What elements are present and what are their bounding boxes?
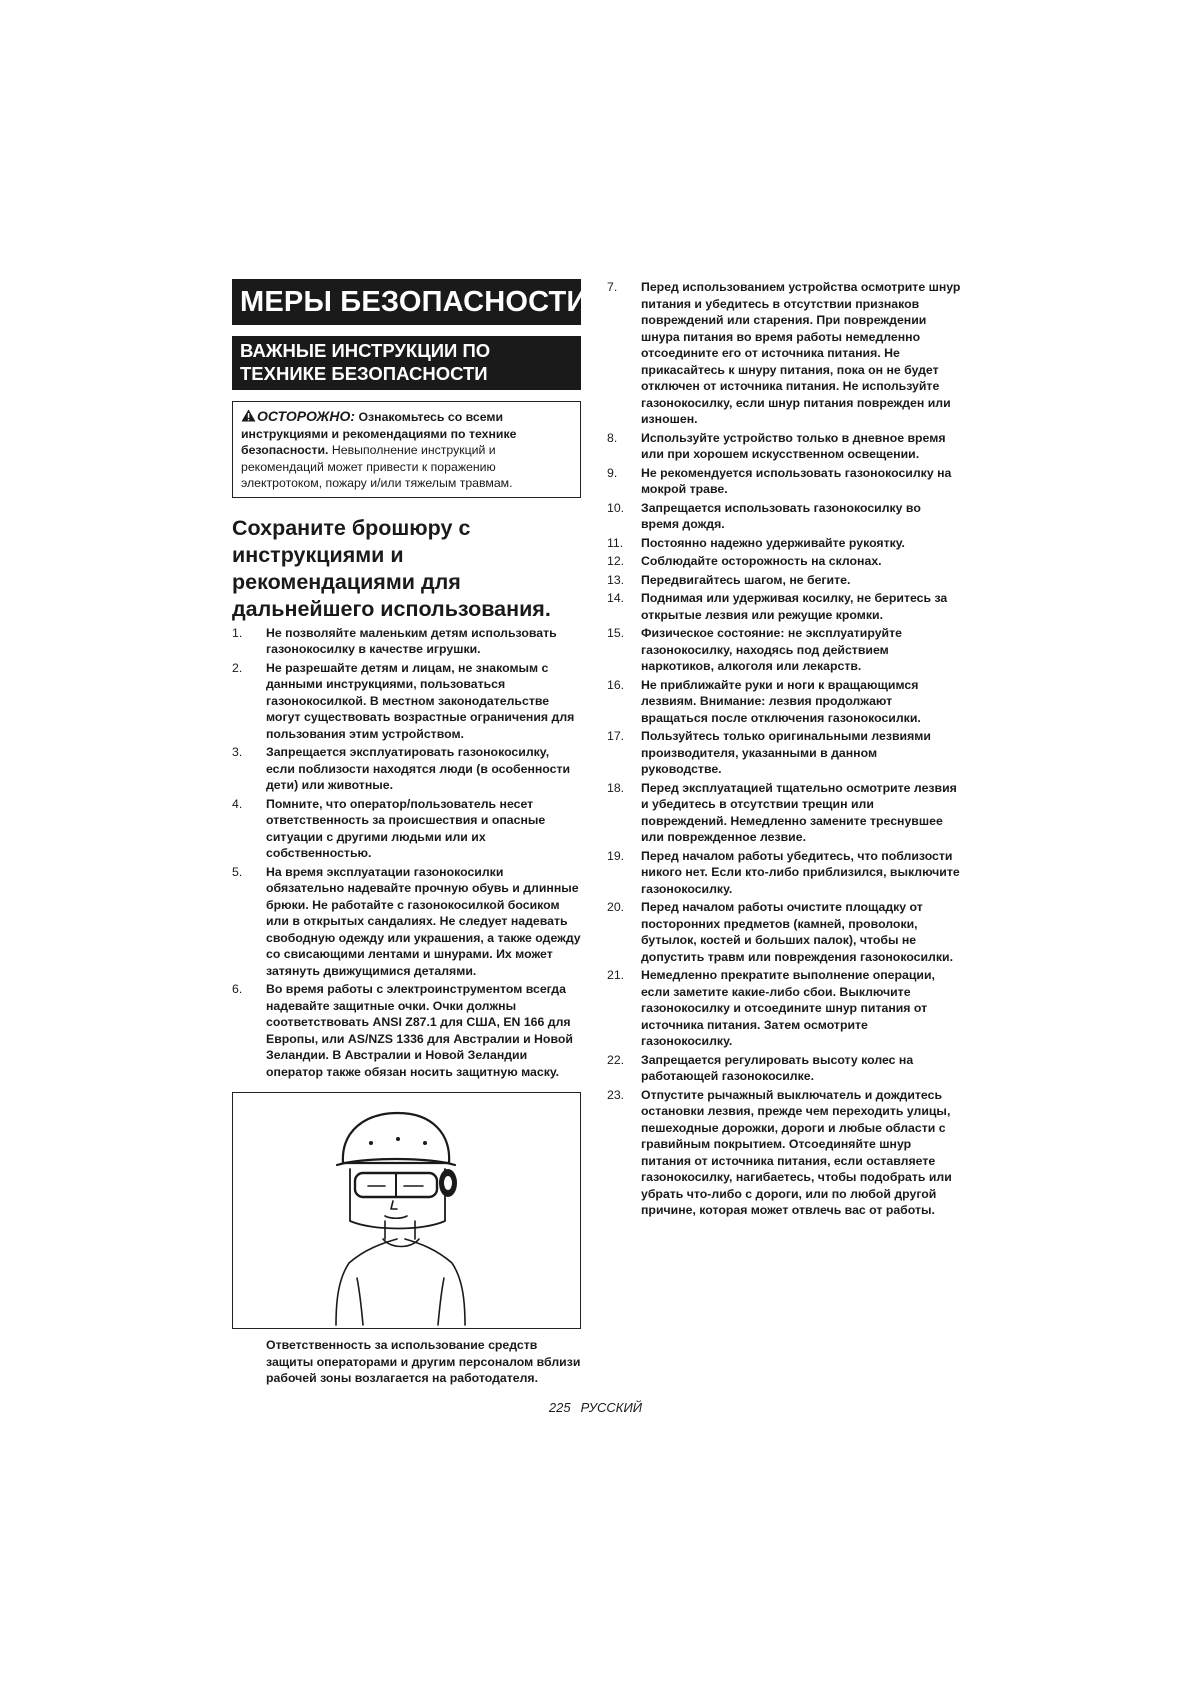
rule-item: [607, 728, 961, 778]
rule-number: 6.: [232, 982, 243, 997]
rule-number: 1.: [232, 625, 243, 640]
rule-item: [607, 279, 961, 428]
rule-number: 2.: [232, 660, 243, 675]
rule-item: [607, 967, 961, 1050]
rule-text: Помните, что оператор/пользователь несет ответственность за происшествия и опасные ситуации с другими людьми или их собственностью.: [266, 796, 546, 861]
rule-number: 20.: [607, 900, 625, 914]
page-footer: [0, 1400, 1191, 1415]
rule-number: 7.: [607, 280, 618, 294]
rule-number: 16.: [607, 677, 625, 692]
rule-number: 11.: [607, 535, 624, 550]
rule-text: Постоянно надежно удерживайте рукоятку.: [641, 535, 905, 550]
rule-number: 5.: [232, 864, 243, 879]
rule-number: 17.: [607, 729, 625, 743]
rule-number: 19.: [607, 848, 625, 863]
rule-item: [232, 796, 581, 862]
rule-item: [607, 780, 961, 846]
rule-number: 13.: [607, 572, 625, 587]
rule-number: 23.: [607, 1087, 625, 1102]
rule-item: [607, 553, 961, 570]
rule-text: Соблюдайте осторожность на склонах.: [641, 554, 882, 568]
rule-text: Запрещается регулировать высоту колес на работающей газонокосилке.: [641, 1052, 914, 1083]
rule-item: [607, 848, 961, 898]
page-number: 225: [548, 1400, 571, 1415]
rule-item: [232, 660, 581, 743]
rule-item: [607, 625, 961, 675]
rule-item: [607, 465, 961, 498]
rule-item: [232, 981, 581, 1080]
rule-text: Не разрешайте детям и лицам, не знакомым с данными инструкциями, пользоваться газонокосилкой. В местном законодательстве могут существовать возрастные ограничения для пользования этим устройством.: [266, 660, 575, 741]
rule-item: [607, 590, 961, 623]
rule-number: 3.: [232, 745, 243, 760]
rules-list-left: [232, 625, 581, 1081]
right-column: [607, 279, 961, 1221]
figure-frame: [232, 1092, 581, 1329]
rule-number: 12.: [607, 554, 625, 568]
face-shield: [350, 1169, 445, 1229]
warning-box: [232, 401, 581, 498]
helmet-rivets: [369, 1137, 427, 1145]
rule-text: Не приближайте руки и ноги к вращающимся лезвиям. Внимание: лезвия продолжают вращаться после отключения газонокосилки.: [641, 677, 921, 725]
rule-text: Немедленно прекратите выполнение операции, если заметите какие-либо сбои. Выключите газонокосилку и отсоедините шнур питания от источника питания. Затем осмотрите газонокосилку.: [641, 968, 935, 1048]
warning-triangle-icon: [241, 409, 256, 422]
rule-text: Отпустите рычажный выключатель и дождитесь остановки лезвия, прежде чем переходить улицы, пешеходные дорожки, дороги и любые области с гравийным покрытием. Отсоединяйте шнур питания от источника питания, если оставляете газонокосилку, нагибаетесь, чтобы подобрать или убрать что-либо с дороги, или по любой другой причине, которая может отвлечь вас от работы.: [641, 1087, 952, 1217]
rule-item: [607, 899, 961, 965]
rule-text: Пользуйтесь только оригинальными лезвиями производителя, указанными в данном руководстве.: [641, 729, 931, 776]
rule-item: [232, 864, 581, 980]
rules-list-right: [607, 279, 961, 1219]
rule-item: [607, 572, 961, 589]
figure-caption: Ответственность за использование средств защиты операторами и другим персоналом вблизи рабочей зоны возлагается на работодателя.: [266, 1338, 581, 1386]
rule-text: Перед началом работы очистите площадку от посторонних предметов (камней, проволоки, бутылок, костей и больших палок), чтобы не допустить травм или повреждения газонокосилки.: [641, 900, 954, 964]
earmuff-icon: [439, 1169, 457, 1197]
rule-text: Перед началом работы убедитесь, что поблизости никого нет. Если кто-либо приблизился, выключите газонокосилку.: [641, 848, 960, 896]
footer-language: РУССКИЙ: [580, 1400, 643, 1415]
rule-text: Используйте устройство только в дневное время или при хорошем искусственном освещении.: [641, 430, 946, 461]
rule-item: [232, 625, 581, 658]
rule-number: 18.: [607, 780, 625, 795]
rule-number: 15.: [607, 626, 625, 640]
warning-label: ОСТОРОЖНО:: [257, 408, 356, 424]
rule-text: Запрещается использовать газонокосилку во время дождя.: [641, 500, 921, 531]
sweater-neck: [383, 1239, 419, 1247]
rule-item: [607, 535, 961, 552]
arm-line-left: [357, 1278, 363, 1325]
rule-number: 21.: [607, 968, 625, 982]
rule-item: [607, 1087, 961, 1219]
rule-text: Запрещается эксплуатировать газонокосилку, если поблизости находятся люди (в особенности дети) или животные.: [266, 745, 571, 793]
rule-number: 9.: [607, 465, 618, 480]
body-outline: [336, 1239, 465, 1325]
rule-item: [607, 500, 961, 533]
section-title: МЕРЫ БЕЗОПАСНОСТИ: [232, 279, 581, 325]
rule-number: 4.: [232, 796, 243, 811]
rule-number: 8.: [607, 430, 618, 445]
rule-number: 10.: [607, 500, 625, 515]
helmet-dome: [343, 1113, 449, 1163]
nose-mouth: [385, 1201, 407, 1218]
rule-item: [607, 677, 961, 727]
rule-number: 14.: [607, 591, 625, 605]
rule-text: Передвигайтесь шагом, не бегите.: [641, 572, 851, 587]
rule-text: Перед эксплуатацией тщательно осмотрите лезвия и убедитесь в отсутствии трещин или повреждений. Немедленно замените треснувшее или поврежденное лезвие.: [641, 780, 957, 844]
arm-line-right: [438, 1278, 444, 1325]
warning-text: Невыполнение инструкций и рекомендаций может привести к поражению электротоком, пожару и/или тяжелым травмам.: [241, 443, 513, 491]
section-subtitle: ВАЖНЫЕ ИНСТРУКЦИИ ПО ТЕХНИКЕ БЕЗОПАСНОСТИ: [232, 336, 581, 390]
rule-text: Не позволяйте маленьким детям использовать газонокосилку в качестве игрушки.: [266, 625, 557, 657]
rule-number: 22.: [607, 1052, 625, 1067]
save-brochure-heading: Сохраните брошюру с инструкциями и рекомендациями для дальнейшего использования.: [232, 515, 551, 621]
warning-bold-text: Ознакомьтесь со всеми инструкциями и рекомендациями по технике безопасности.: [241, 410, 517, 458]
neck: [385, 1221, 415, 1239]
left-column: [232, 279, 588, 1387]
rule-text: Во время работы с электроинструментом всегда надевайте защитные очки. Очки должны соответствовать ANSI Z87.1 для США, EN 166 для Европы, или AS/NZS 1336 для Австралии и Новой Зеландии. В Австралии и Новой Зеландии оператор также обязан носить защитную маску.: [266, 982, 573, 1079]
rule-text: Не рекомендуется использовать газонокосилку на мокрой траве.: [641, 465, 952, 496]
rule-text: Физическое состояние: не эксплуатируйте газонокосилку, находясь под действием наркотиков, алкоголя или лекарств.: [641, 626, 902, 673]
rule-text: Перед использованием устройства осмотрите шнур питания и убедитесь в отсутствии признаков повреждений или старения. При повреждении шнура питания во время работы немедленно отсоедините его от источника питания. Не прикасайтесь к шнуру питания, пока он не будет отключен от источника питания. Не используйте газонокосилку, если шнур питания поврежден или изношен.: [641, 280, 961, 426]
rule-item: [607, 1052, 961, 1085]
rule-item: [607, 430, 961, 463]
rule-text: Поднимая или удерживая косилку, не беритесь за открытые лезвия или режущие кромки.: [641, 591, 948, 622]
rule-text: На время эксплуатации газонокосилки обязательно надевайте прочную обувь и длинные брюки. Не работайте с газонокосилкой босиком или в открытых сандалиях. Не следует надевать свободную одежду или украшения, а также одежду со свисающими лентами и шнурами. Их может затянуть движущимися деталями.: [266, 864, 581, 978]
operator-protective-gear-illustration: [233, 1093, 580, 1326]
rule-item: [232, 744, 581, 794]
